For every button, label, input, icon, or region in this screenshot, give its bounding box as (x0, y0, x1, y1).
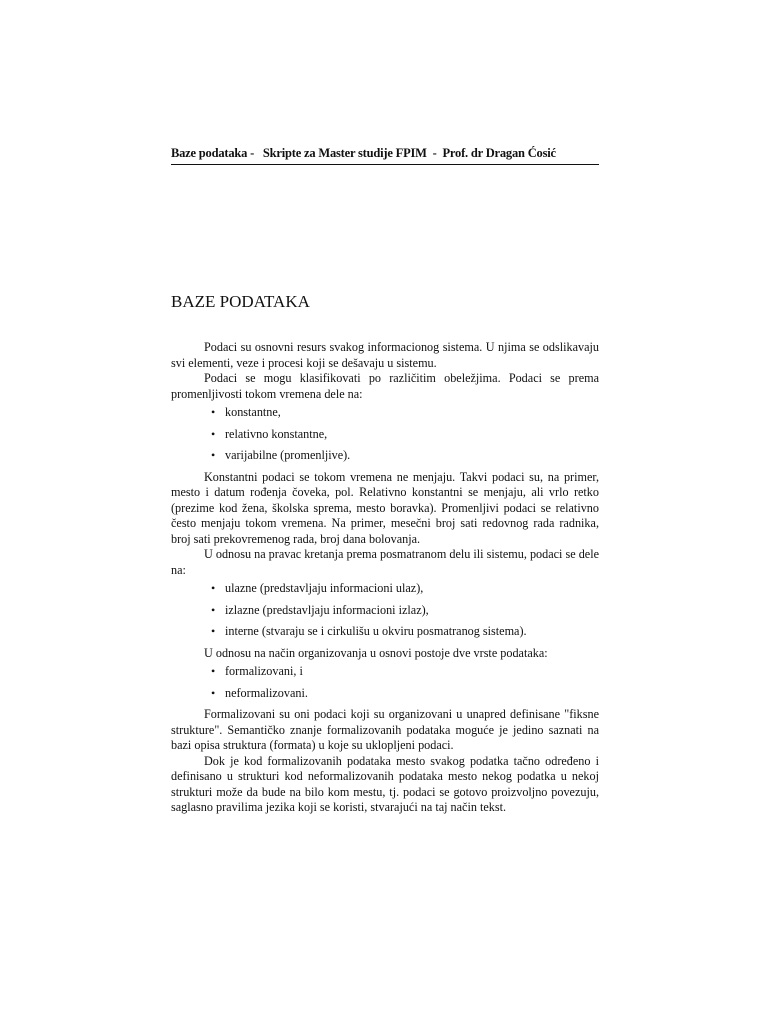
list-item: • konstantne, (211, 405, 599, 420)
list-variability (171, 405, 599, 463)
list-item: • varijabilne (promenljive). (211, 448, 599, 463)
paragraph-7: Dok je kod formalizovanih podataka mesto svakog podatka tačno određeno i definisano u strukturi kod neformalizovanih podataka mesto nekog podatka u nekoj strukturi može da bude na bilo kom mestu, tj. podaci se gotovo proizvoljno povezuju, saglasno pravilima jezika koji se koristi, stvarajući na taj način tekst. (171, 753, 599, 814)
paragraph-1: Podaci su osnovni resurs svakog informacionog sistema. U njima se odslikavaju svi elementi, veze i procesi koji se dešavaju u sistemu. (171, 340, 599, 370)
paragraph-4: U odnosu na pravac kretanja prema posmatranom delu ili sistemu, podaci se dele na: (171, 547, 599, 577)
paragraph-5: U odnosu na način organizovanja u osnovi postoje dve vrste podataka: (204, 645, 548, 660)
list-item: • relativno konstantne, (211, 427, 599, 442)
list-item: • izlazne (predstavljaju informacioni izlaz), (211, 603, 599, 618)
list-direction (171, 581, 599, 639)
list-organization (171, 664, 599, 701)
list-item: • neformalizovani. (211, 686, 599, 701)
header-separator: - (432, 146, 437, 160)
list-item: • interne (stvaraju se i cirkulišu u okviru posmatranog sistema). (211, 624, 599, 639)
list-item: • formalizovani, i (211, 664, 599, 679)
header-course: Baze podataka - (171, 146, 255, 160)
paragraph-2: Podaci se mogu klasifikovati po različitim obeležjima. Podaci se prema promenljivosti tokom vremena dele na: (171, 371, 599, 401)
header-author: Prof. dr Dragan Ćosić (442, 146, 556, 160)
paragraph-6: Formalizovani su oni podaci koji su organizovani u unapred definisane "fiksne strukture". Semantičko znanje formalizovanih podataka moguće je jedino saznati na bazi opisa struktura (formata) u koje su uklopljeni podaci. (171, 707, 599, 752)
paragraph-3: Konstantni podaci se tokom vremena ne menjaju. Takvi podaci su, na primer, mesto i datum rođenja čoveka, pol. Relativno konstantni se menjaju, ali vrlo retko (prezime kod žena, školska sprema, mesto boravka). Promenljivi podaci se relativno često menjaju tokom vremena. Na primer, mesečni broj sati redovnog rada radnika, broj sati prekovremenog rada, broj dana bolovanja. (171, 469, 599, 546)
running-header (171, 146, 599, 165)
header-subtitle: Skripte za Master studije FPIM (262, 146, 427, 160)
body-text (171, 340, 599, 816)
list-item: • ulazne (predstavljaju informacioni ulaz), (211, 581, 599, 596)
chapter-title: BAZE PODATAKA (171, 292, 310, 311)
